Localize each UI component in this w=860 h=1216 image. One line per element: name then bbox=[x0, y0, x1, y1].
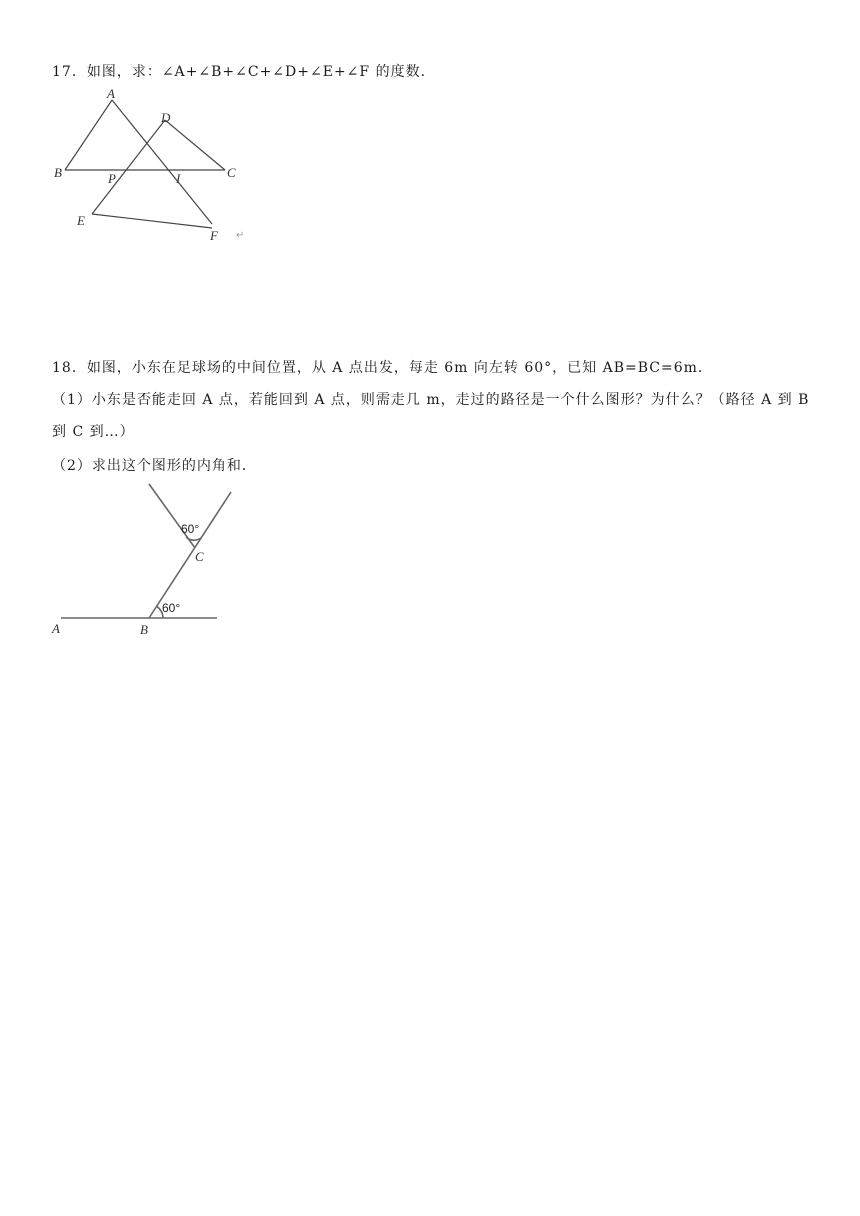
label-i: I bbox=[176, 171, 181, 186]
label-e: E bbox=[77, 213, 85, 228]
label-d: D bbox=[161, 110, 171, 125]
angle-b-label: 60° bbox=[162, 601, 181, 615]
label-c: C bbox=[195, 549, 204, 564]
question-18-text: 18．如图，小东在足球场的中间位置，从 A 点出发，每走 6m 向左转 60°，已知 AB=BC=6m． bbox=[52, 360, 713, 376]
question-18-part1-line2: 到 C 到…） bbox=[52, 424, 135, 440]
angle-c-label: 60° bbox=[181, 522, 200, 536]
return-mark: ↵ bbox=[236, 230, 245, 241]
label-b: B bbox=[140, 622, 148, 637]
figure-17-triangles bbox=[50, 82, 260, 247]
label-p: P bbox=[108, 171, 116, 186]
label-a: A bbox=[107, 86, 115, 101]
question-18-part1-line1: （1）小东是否能走回 A 点，若能回到 A 点，则需走几 m，走过的路径是一个什么图形？为什么？（路径 A 到 B bbox=[52, 392, 810, 408]
label-c: C bbox=[227, 165, 236, 180]
question-18-part2: （2）求出这个图形的内角和． bbox=[52, 458, 257, 474]
label-f: F bbox=[210, 228, 218, 243]
label-a: A bbox=[52, 621, 60, 636]
question-17-text: 17．如图，求：∠A+∠B+∠C+∠D+∠E+∠F 的度数． bbox=[52, 64, 436, 80]
label-b: B bbox=[54, 165, 62, 180]
figure-18-path bbox=[45, 480, 245, 640]
